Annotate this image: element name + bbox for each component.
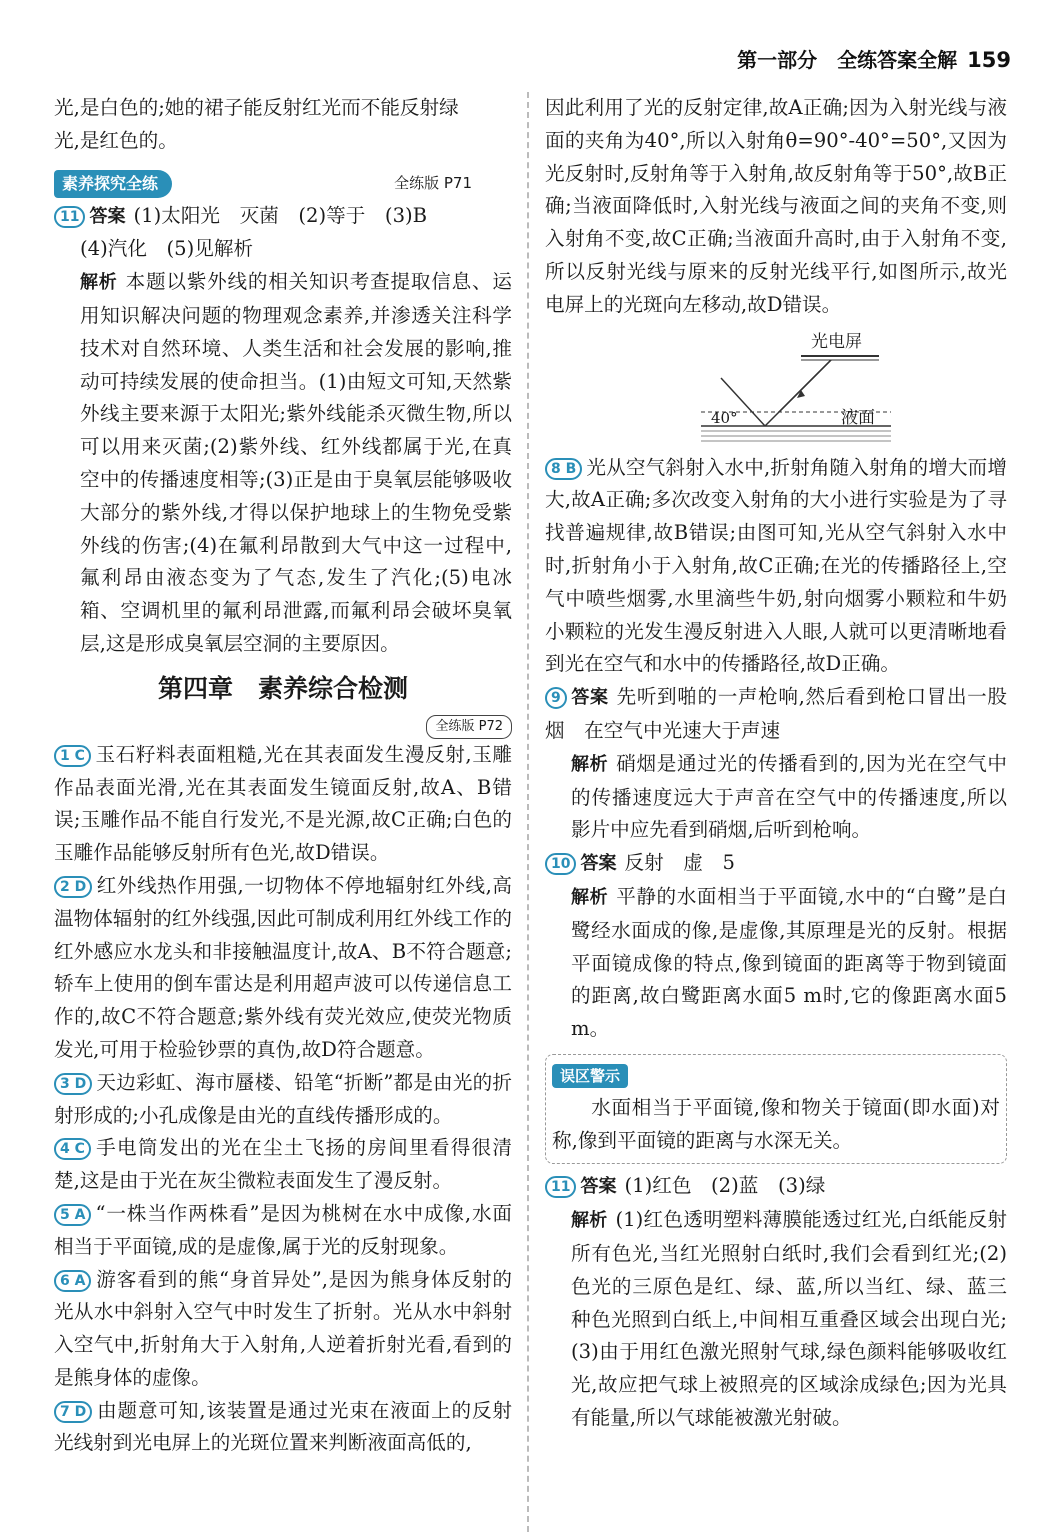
reflected-ray-raised (779, 360, 831, 412)
item-2 (54, 870, 512, 1067)
question-9-analysis (545, 748, 1007, 847)
item-text: 红外线热作用强,一切物体不停地辐射红外线,高温物体辐射的红外线强,因此可制成利用红外线工作的红外感应水龙头和非接触温度计,故A、B不符合题意;轿车上使用的倒车雷达是利用超声波可以传递信息工作的,故C不符合题意;紫外线有荧光效应,使荧光物质发光,可用于检验钞票的真伪,故D符合题意。 (54, 873, 512, 1061)
item-text: 手电筒发出的光在尘土飞扬的房间里看得很清楚,这是由于光在灰尘微粒表面发生了漫反射。 (54, 1136, 512, 1193)
angle-label: 40° (711, 408, 738, 427)
analysis-label: 解析 (571, 886, 609, 908)
page-number: 159 (967, 48, 1011, 72)
intro-line: 光,是白色的;她的裙子能反射红光而不能反射绿 (54, 96, 459, 119)
item-text: 游客看到的熊“身首异处”,是因为熊身体反射的光从水中斜射入空气中时发生了折射。光从水中斜射入空气中,折射角大于入射角,人逆着折射光看,看到的是熊身体的虚像。 (54, 1267, 512, 1389)
warning-box (545, 1054, 1007, 1164)
analysis-text: 平静的水面相当于平面镜,水中的“白鹭”是白鹭经水面成的像,是虚像,其原理是光的反射。根据平面镜成像的特点,像到镜面的距离等于物到镜面的距离,故白鹭距离水面5 m时,它的像距离水面5 m。 (571, 884, 1007, 1041)
answer-text: (1)红色 (2)蓝 (3)绿 (624, 1174, 826, 1198)
item-4 (54, 1132, 512, 1198)
item-6 (54, 1264, 512, 1395)
left-column (54, 92, 512, 1460)
answer-text: 反射 虚 5 (624, 851, 735, 875)
item-8 (545, 452, 1007, 682)
item-3 (54, 1067, 512, 1133)
item-number: 4 C (54, 1138, 91, 1160)
item-text: “一株当作两株看”是因为桃树在水中成像,水面相当于平面镜,成的是虚像,属于光的反射现象。 (54, 1201, 512, 1258)
answer-label: 答案 (580, 1176, 617, 1198)
question-11-analysis (54, 266, 512, 661)
question-10-analysis (545, 881, 1007, 1046)
answer-text-cont: (4)汽化 (5)见解析 (80, 237, 254, 261)
answer-label: 答案 (580, 853, 617, 875)
analysis-label: 解析 (571, 1210, 608, 1232)
item-text: 光从空气斜射入水中,折射角随入射角的增大而增大,故A正确;多次改变入射角的大小进行实验是为了寻找普遍规律,故B错误;由图可知,光从空气斜射入水中时,折射角小于入射角,故C正确;在光的传播路径上,空气中喷些烟雾,水里滴些牛奶,射向烟雾小颗粒和牛奶小颗粒的光发生漫反射进入人眼,人就可以更清晰地看到光在空气和水中的传播路径,故D正确。 (545, 455, 1007, 676)
section-badge: 素养探究全练 (54, 170, 172, 198)
analysis-label: 解析 (571, 753, 609, 775)
item-text: 由题意可知,该装置是通过光束在液面上的反射光线射到光电屏上的光斑位置来判断液面高低的, (54, 1398, 512, 1455)
question-11-answer (54, 200, 512, 234)
section-title: 第一部分 全练答案全解 (737, 48, 958, 72)
question-9-answer (545, 681, 1007, 748)
diagram-svg (701, 328, 901, 448)
chapter-heading (54, 661, 512, 739)
warning-title: 误区警示 (552, 1064, 628, 1088)
answer-label: 答案 (570, 687, 609, 709)
question-11-answer (545, 1170, 1007, 1204)
item-number: 3 D (54, 1073, 92, 1095)
intro-line: 光,是红色的。 (54, 128, 178, 152)
chapter-ref: 全练版 P72 (426, 715, 512, 739)
question-11-analysis (545, 1204, 1007, 1435)
screen-label: 光电屏 (811, 331, 862, 352)
item-7 (54, 1395, 512, 1461)
question-number: 11 (545, 1176, 576, 1198)
analysis-label: 解析 (80, 272, 118, 294)
question-number: 10 (545, 853, 576, 875)
question-number: 11 (54, 206, 85, 228)
item-1 (54, 739, 512, 870)
question-10-answer (545, 847, 1007, 881)
item-number: 6 A (54, 1270, 91, 1292)
right-column (545, 92, 1007, 1435)
answer-text: 先听到啪的一声枪响,然后看到枪口冒出一股烟 在空气中光速大于声速 (545, 685, 1007, 742)
item-number: 7 D (54, 1401, 92, 1423)
item-number: 1 C (54, 745, 91, 767)
liquid-hatching (701, 431, 891, 441)
reflection-diagram (701, 328, 901, 448)
chapter-title: 第四章 素养综合检测 (157, 673, 408, 703)
section-heading (54, 166, 512, 200)
warning-text: 水面相当于平面镜,像和物关于镜面(即水面)对称,像到平面镜的距离与水深无关。 (552, 1095, 1000, 1152)
answer-text: (1)太阳光 灭菌 (2)等于 (3)B (133, 203, 428, 227)
page-header (737, 44, 1011, 73)
item-text: 玉石籽料表面粗糙,光在其表面发生漫反射,玉雕作品表面光滑,光在其表面发生镜面反射,故A、B错误;玉雕作品不能自行发光,不是光源,故C正确;白色的玉雕作品能够反射所有色光,故D错误。 (54, 742, 512, 865)
question-number: 9 (545, 687, 567, 709)
column-divider (527, 92, 529, 1532)
liquid-label: 液面 (841, 407, 875, 428)
light-screen (801, 356, 879, 360)
item-5 (54, 1198, 512, 1264)
section-ref: 全练版 P71 (394, 173, 472, 192)
item-7-continued: 因此利用了光的反射定律,故A正确;因为入射光线与液面的夹角为40°,所以入射角θ=90°-40°=50°,又因为光反射时,反射角等于入射角,故反射角等于50°,故B正确;当液面降低时,入射光线与液面之间的夹角不变,则入射角不变,故C正确;当液面升高时,由于入射角不变,所以反射光线与原来的反射光线平行,如图所示,故光电屏上的光斑向左移动,故D错误。 (545, 96, 1007, 316)
analysis-text: 硝烟是通过光的传播看到的,因为光在空气中的传播速度远大于声音在空气中的传播速度,所以影片中应先看到硝烟,后听到枪响。 (571, 751, 1008, 842)
item-number: 8 B (545, 458, 582, 480)
answer-label: 答案 (89, 205, 126, 227)
analysis-text: 本题以紫外线的相关知识考查提取信息、运用知识解决问题的物理观念素养,并渗透关注科学技术对自然环境、人类生活和社会发展的影响,推动可持续发展的使命担当。(1)由短文可知,天然紫外线主要来源于太阳光;紫外线能杀灭微生物,所以可以用来灭菌;(2)紫外线、红外线都属于光,在真空中的传播速度相等;(3)正是由于臭氧层能够吸收大部分的紫外线,才得以保护地球上的生物免受紫外线的伤害;(4)在氟利昂散到大气中这一过程中,氟利昂由液态变为了气态,发生了汽化;(5)电冰箱、空调机里的氟利昂泄露,而氟利昂会破坏臭氧层,这是形成臭氧层空洞的主要原因。 (80, 270, 513, 655)
item-number: 2 D (54, 876, 92, 898)
item-number: 5 A (54, 1204, 91, 1226)
ray-arrow (797, 390, 805, 398)
item-text: 天边彩虹、海市蜃楼、铅笔“折断”都是由光的折射形成的;小孔成像是由光的直线传播形成的。 (54, 1070, 512, 1127)
analysis-text: (1)红色透明塑料薄膜能透过红光,白纸能反射所有色光,当红光照射白纸时,我们会看到红光;(2)色光的三原色是红、绿、蓝,所以当红、绿、蓝三种色光照到白纸上,中间相互重叠区域会出现白光;(3)由于用红色激光照射气球,绿色颜料能够吸收红光,故应把气球上被照亮的区域涂成绿色;因为光具有能量,所以气球能被激光射破。 (571, 1208, 1008, 1429)
